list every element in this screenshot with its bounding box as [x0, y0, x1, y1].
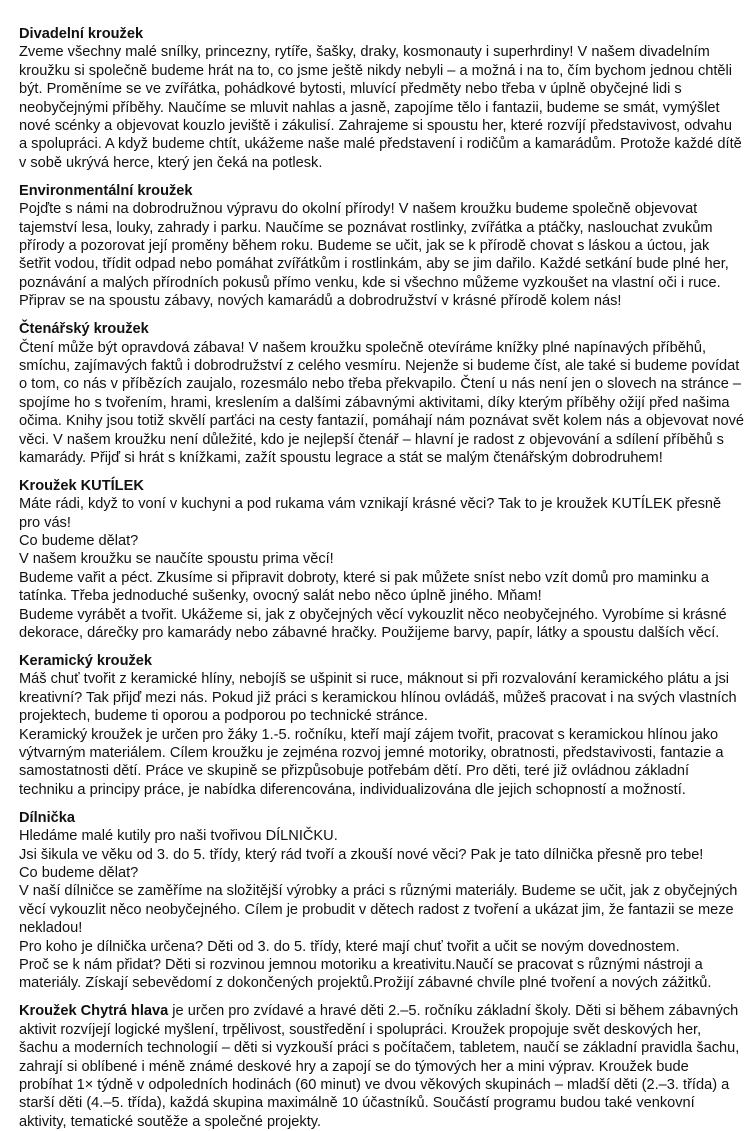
- section-paragraph: Jsi šikula ve věku od 3. do 5. třídy, který rád tvoří a zkouší nové věci? Pak je tato dílnička přesně pro tebe!: [19, 846, 704, 863]
- section-title: Dílnička: [19, 809, 75, 826]
- section-ctenarsky-krouzek: [19, 320, 744, 467]
- section-dilnicka: [19, 809, 744, 993]
- section-paragraph: Co budeme dělat?: [19, 864, 139, 881]
- section-paragraph: Pojďte s námi na dobrodružnou výpravu do okolní přírody! V našem kroužku budeme společně objevovat tajemství lesa, louky, zahrady i parku. Naučíme se poznávat rostlinky, zvířátka a ptáčky, naslouchat zvukům přírody a pozorovat její proměny během roku. Budeme se učit, jak se k přírodě chovat s láskou a úctou, jak šetřit vodou, třídit odpad nebo pomáhat zvířátkům i rostlinkám, aby se jim dařilo. Každé setkání bude plné her, poznávání a malých přírodních pokusů přímo venku, kde si všechno můžeme vyzkoušet na vlastní oči i ruce. Připrav se na spoustu zábavy, nových kamarádů a dobrodružství v krásné přírodě kolem nás!: [19, 201, 729, 310]
- section-title: Divadelní kroužek: [19, 26, 144, 42]
- section-paragraph: Budeme vyrábět a tvořit. Ukážeme si, jak z obyčejných věcí vykouzlit něco neobyčejného. Vyrobíme si krásné dekorace, dárečky pro kamarády nebo zábavné hračky. Použijeme barvy, papír, látky a spoustu dalších věcí.: [19, 606, 727, 642]
- section-paragraph: Budeme vařit a péct. Zkusíme si připravit dobroty, které si pak můžete sníst nebo vzít domů pro maminku a tatínka. Třeba jednoduché sušenky, ovocný salát nebo něco úplně jiného. Mňam!: [19, 569, 709, 605]
- section-paragraph: Máš chuť tvořit z keramické hlíny, nebojíš se ušpinit si ruce, máknout si při rozvalování keramického plátu a jsi kreativní? Tak přijď mezi nás. Pokud již práci s keramickou hlínou ovládáš, můžeš pracovat i na svých vlastních projektech, budeme ti oporou a podporou po technické stránce.: [19, 671, 737, 725]
- section-paragraph: je určen pro zvídavé a hravé děti 2.–5. ročníku základní školy. Děti si během zábavných aktivit rozvíjejí logické myšlení, trpělivost, soustředění i spolupráci. Kroužek propojuje svět deskových her, šachu a moderních technologií – děti si vyzkouší práci s počítačem, tabletem, naučí se základní pravidla šachu, zahrají si oblíbené i méně známé deskové hry a zapojí se do týmových her a mini výprav. Kroužek bude probíhat 1× týdně v odpoledních hodinách (60 minut) ve dvou věkových skupinách – mladší děti (2.–3. třída) a starší děti (4.–5. třída), každá skupina maximálně 10 účastníků. Součástí programu budou také venkovní aktivity, tematické soutěže a společné projekty.: [19, 1003, 740, 1130]
- section-title: Kroužek KUTÍLEK: [19, 477, 144, 494]
- section-paragraph: Keramický kroužek je určen pro žáky 1.-5. ročníku, kteří mají zájem tvořit, pracovat s keramickou hlínou jako výtvarným materiálem. Cílem kroužku je zejména rozvoj jemné motoriky, obratnosti, představivosti, fantazie a samostatnosti dětí. Práce ve skupině se přizpůsobuje potřebám dětí. Pro děti, teré již ovládnou základní techniku a principy práce, je nabídka diferencována, individualizována dle jejich schopností a možností.: [19, 726, 724, 798]
- section-divadelni-krouzek: [19, 25, 744, 172]
- section-title: Čtenářský kroužek: [19, 321, 149, 338]
- section-paragraph: Pro koho je dílnička určena? Děti od 3. do 5. třídy, které mají chuť tvořit a učit se novým dovednostem.: [19, 938, 680, 955]
- section-paragraph: Zveme všechny malé snílky, princezny, rytíře, šašky, draky, kosmonauty i superhrdiny! V našem divadelním kroužku si společně budeme hrát na to, co jsme ještě nikdy nebyli – a možná i na to, čím bychom jednou chtěli být. Proměníme se ve zvířátka, pohádkové bytosti, mluvící předměty nebo třeba v úplně obyčejné lidi s neobyčejnými příběhy. Naučíme se mluvit nahlas a jasně, zapojíme tělo i fantazii, budeme se smát, vymýšlet nové scénky a objevovat kouzlo jeviště i zákulisí. Zahrajeme si spoustu her, které rozvíjí představivost, odvahu a spolupráci. A když budeme chtít, ukážeme naše malé představení i rodičům a kamarádům. Protože každé dítě v sobě ukrývá herce, který jen čeká na potlesk.: [19, 44, 742, 171]
- section-title: Environmentální kroužek: [19, 182, 193, 199]
- section-chytra-hlava: [19, 1002, 744, 1131]
- section-inline-title: Kroužek Chytrá hlava: [19, 1003, 169, 1020]
- section-paragraph: Hledáme malé kutily pro naši tvořivou DÍLNIČKU.: [19, 828, 338, 845]
- section-paragraph: V našem kroužku se naučíte spoustu prima věcí!: [19, 551, 334, 568]
- section-paragraph: V naší dílničce se zaměříme na složitější výrobky a práci s různými materiály. Budeme se učit, jak z obyčejných věcí vykouzlit něco neobyčejného. Cílem je probudit v dětech radost z tvoření a ukázat jim, že fantazii se meze nekladou!: [19, 883, 738, 937]
- section-environmentalni-krouzek: [19, 182, 744, 311]
- section-keramicky-krouzek: [19, 652, 744, 799]
- section-paragraph: Máte rádi, když to voní v kuchyni a pod rukama vám vznikají krásné věci? Tak to je kroužek KUTÍLEK přesně pro vás!: [19, 496, 722, 531]
- section-krouzek-kutilek: [19, 477, 744, 643]
- section-paragraph: Proč se k nám přidat? Děti si rozvinou jemnou motoriku a kreativitu.Naučí se pracovat s různými nástroji a materiály. Získají sebevědomí z dokončených projektů.Prožijí zábavné chvíle plné tvoření a nových zážitků.: [19, 957, 712, 992]
- section-paragraph: Čtení může být opravdová zábava! V našem kroužku společně otevíráme knížky plné napínavých příběhů, smíchu, zajímavých faktů i dobrodružství z celého vesmíru. Nejenže si budeme číst, ale také si budeme povídat o tom, co nás v příbězích zaujalo, rozesmálo nebo třeba překvapilo. Čtení u nás není jen o slovech na stránce – spojíme ho s tvořením, hrami, kreslením a dalšími zábavnými aktivitami, díky kterým příběhy ožijí před našima očima. Knihy jsou totiž skvělí parťáci na cesty fantazií, pomáhají nám poznávat svět kolem nás a objevovat nové věci. V našem kroužku není důležité, kdo je nejlepší čtenář – hlavní je radost z objevování a sdílení příběhů s kamarády. Přijď si hrát s knížkami, zažít spoustu legrace a stát se malým čtenářským dobrodruhem!: [19, 339, 744, 466]
- section-title: Keramický kroužek: [19, 653, 153, 669]
- section-paragraph: Co budeme dělat?: [19, 533, 139, 550]
